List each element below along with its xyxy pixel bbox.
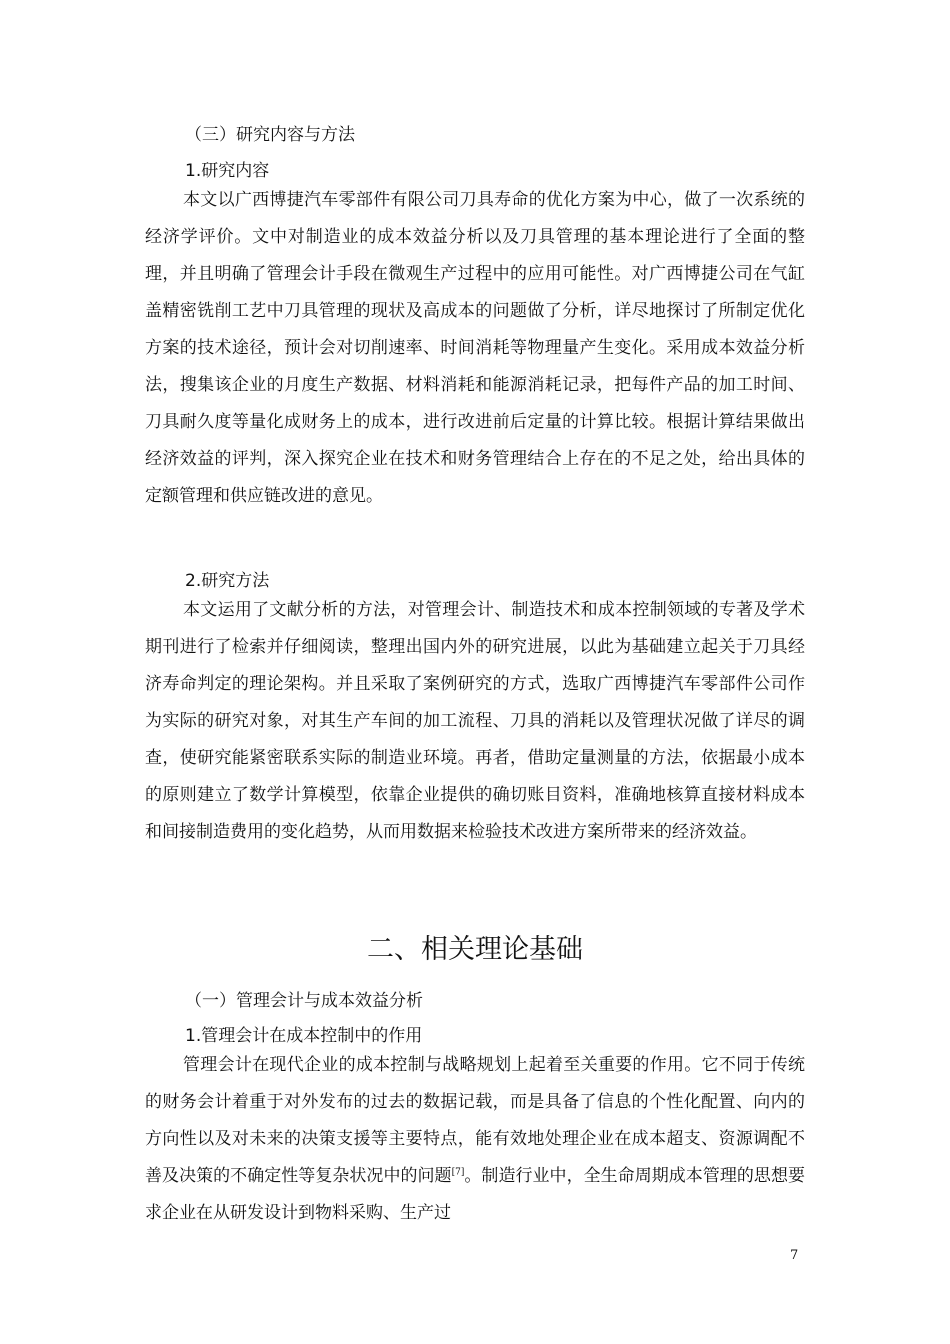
subsection-heading: 1.管理会计在成本控制中的作用 (185, 1026, 423, 1046)
citation-ref: [7] (451, 1167, 465, 1178)
page-number: 7 (790, 1248, 799, 1263)
body-paragraph: 本文以广西博捷汽车零部件有限公司刀具寿命的优化方案为中心，做了一次系统的经济学评价。文中对制造业的成本效益分析以及刀具管理的基本理论进行了全面的整理，并且明确了管理会计手段在微观生产过程中的应用可能性。对广西博捷公司在气缸盖精密铣削工艺中刀具管理的现状及高成本的问题做了分析，详尽地探讨了所制定优化方案的技术途径，预计会对切削速率、时间消耗等物理量产生变化。采用成本效益分析法，搜集该企业的月度生产数据、材料消耗和能源消耗记录，把每件产品的加工时间、刀具耐久度等量化成财务上的成本，进行改进前后定量的计算比较。根据计算结果做出经济效益的评判，深入探究企业在技术和财务管理结合上存在的不足之处，给出具体的定额管理和供应链改进的意见。 (145, 190, 805, 506)
chapter-title: 二、相关理论基础 (367, 934, 583, 965)
section-heading: （三）研究内容与方法 (185, 125, 355, 145)
body-paragraph (145, 1047, 805, 1232)
paragraph-text: 管理会计在现代企业的成本控制与战略规划上起着至关重要的作用。它不同于传统的财务会计着重于对外发布的过去的数据记载，而是具备了信息的个性化配置、向内的方向性以及对未来的决策支援等主要特点，能有效地处理企业在成本超支、资源调配不善及决策的不确定性等复杂状况中的问题 (145, 1055, 805, 1186)
section-heading: （一）管理会计与成本效益分析 (185, 991, 423, 1011)
subsection-heading: 1.研究内容 (185, 161, 270, 181)
subsection-heading: 2.研究方法 (185, 571, 270, 591)
body-paragraph: 本文运用了文献分析的方法，对管理会计、制造技术和成本控制领域的专著及学术期刊进行了检索并仔细阅读，整理出国内外的研究进展，以此为基础建立起关于刀具经济寿命判定的理论架构。并且采取了案例研究的方式，选取广西博捷汽车零部件公司作为实际的研究对象，对其生产车间的加工流程、刀具的消耗以及管理状况做了详尽的调查，使研究能紧密联系实际的制造业环境。再者，借助定量测量的方法，依据最小成本的原则建立了数学计算模型，依靠企业提供的确切账目资料，准确地核算直接材料成本和间接制造费用的变化趋势，从而用数据来检验技术改进方案所带来的经济效益。 (145, 600, 805, 842)
paragraph-text-continued: 。制造行业中，全生命周期成本管理的思想要求企业在从研发设计到物料采购、生产过 (145, 1166, 806, 1223)
